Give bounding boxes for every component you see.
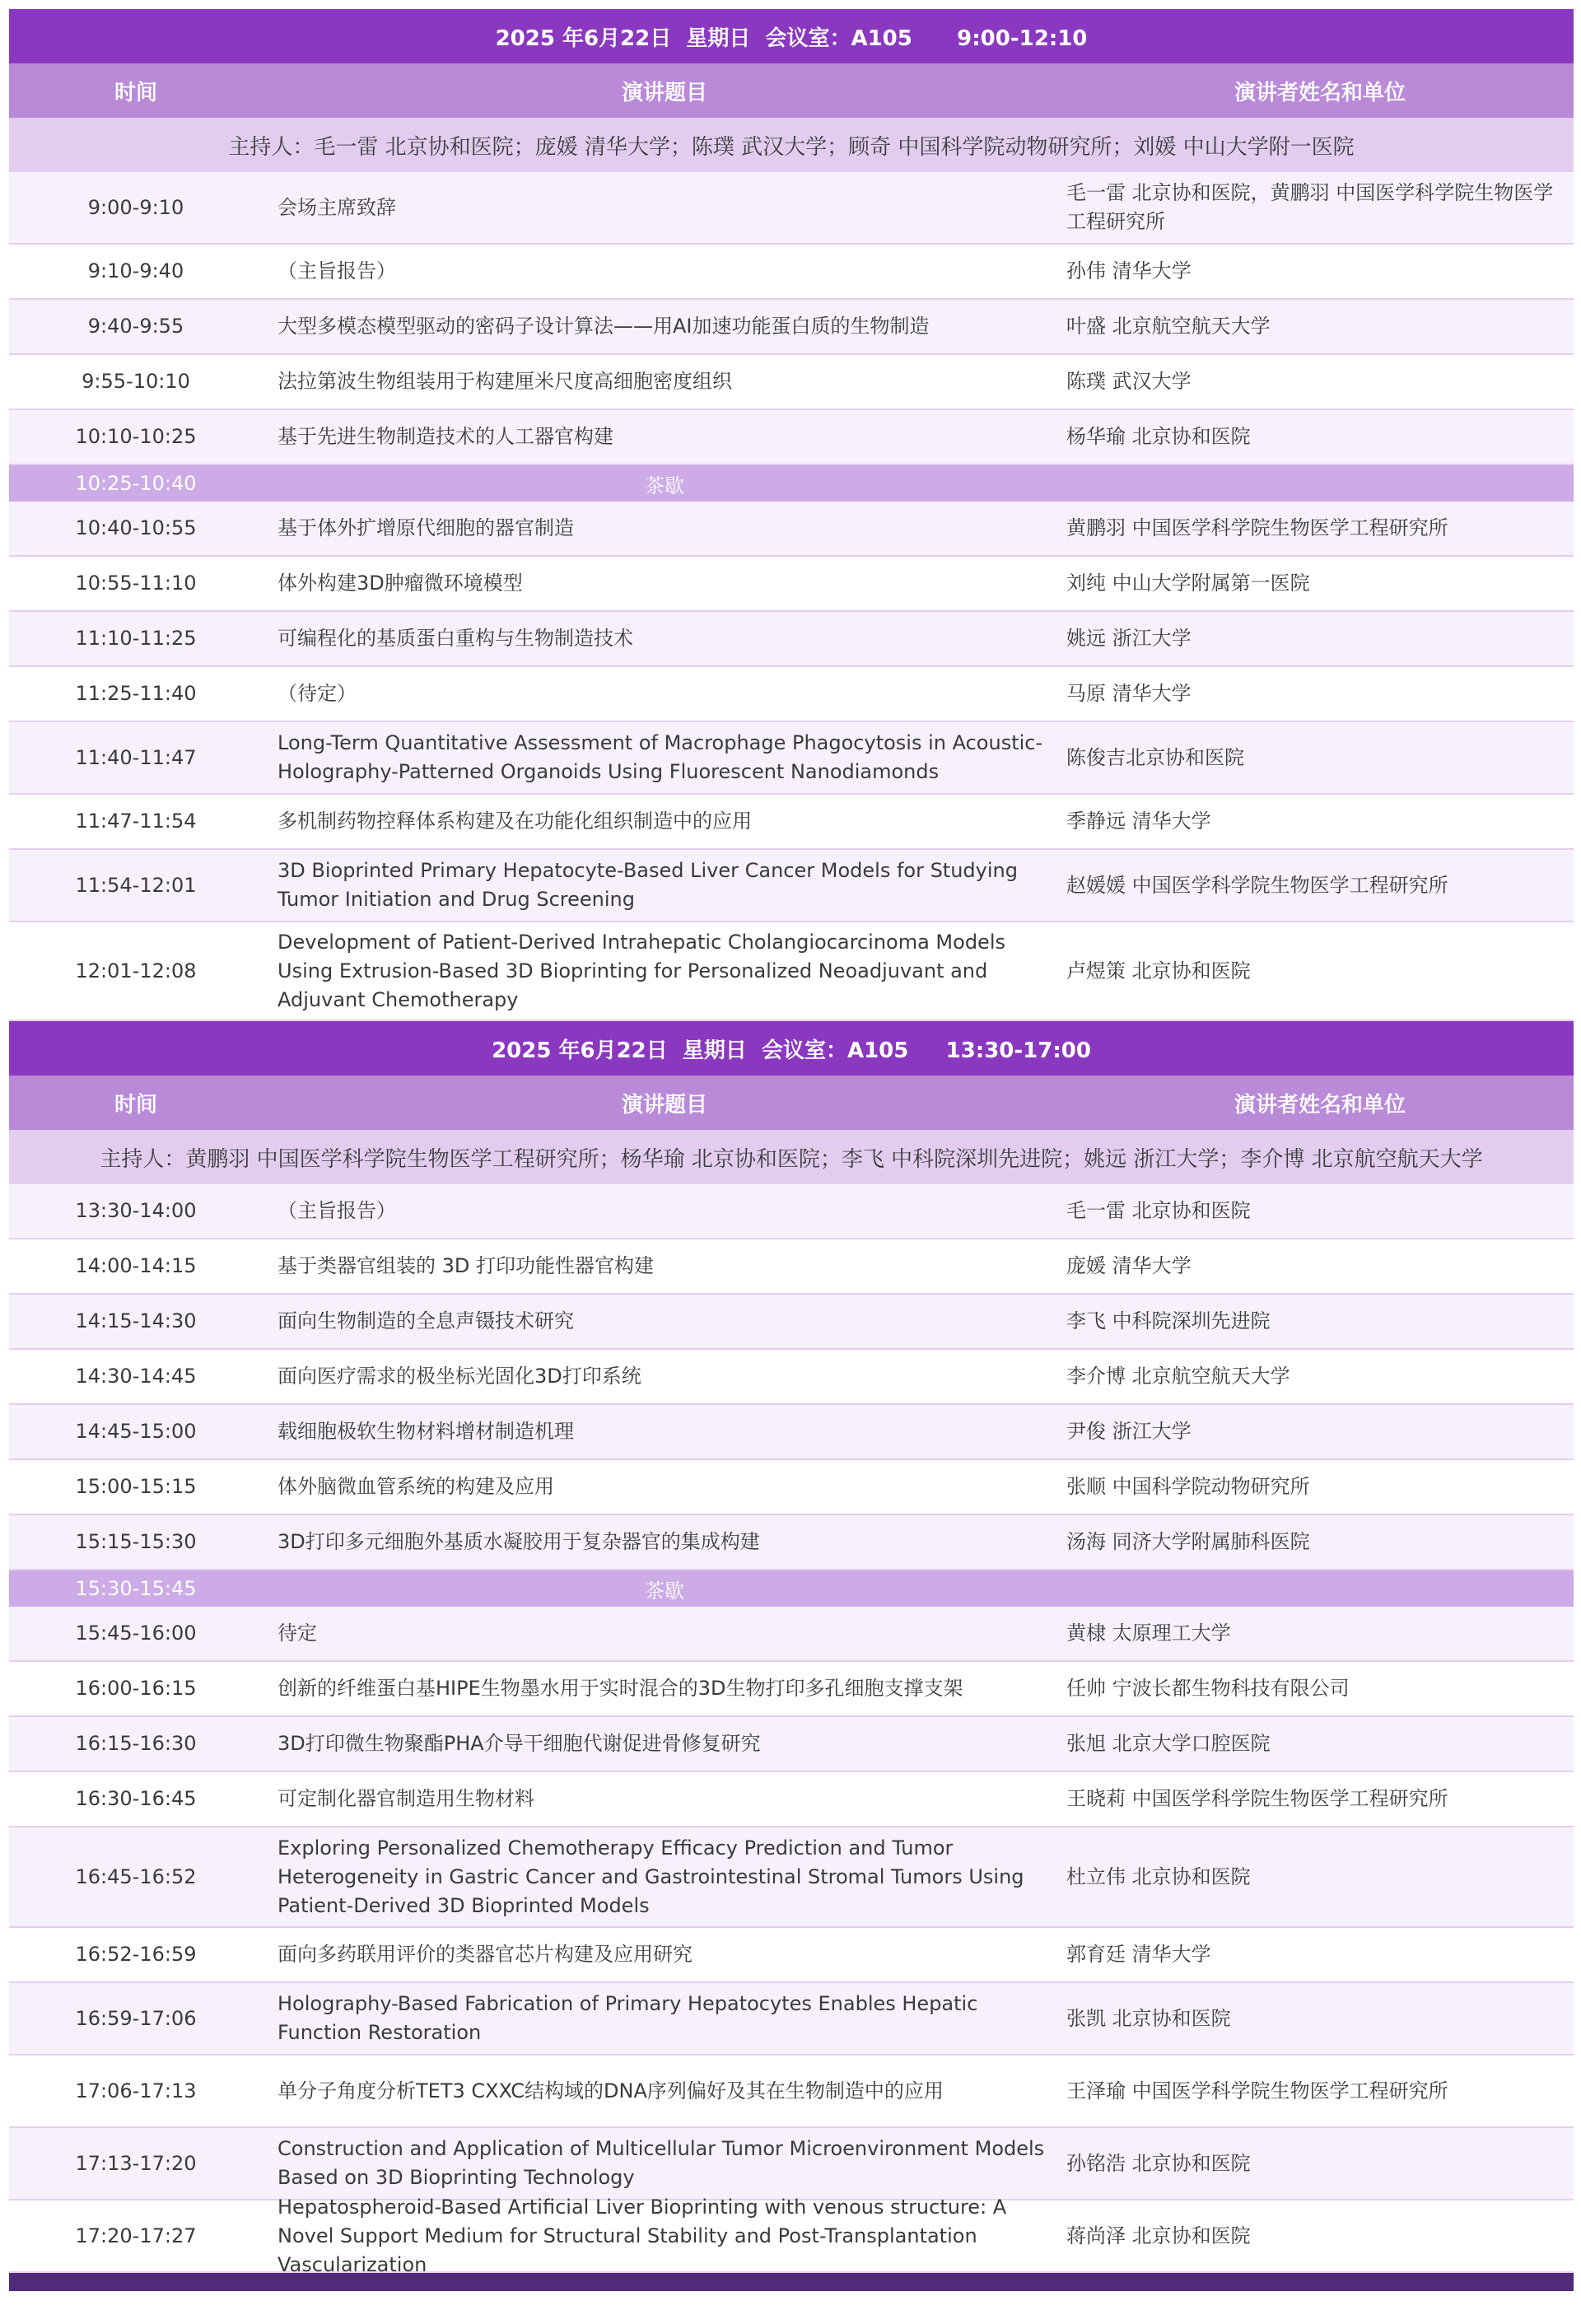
row-speaker: 陈璞 武汉大学	[1066, 370, 1192, 393]
row-topic: 单分子角度分析TET3 CXXC结构域的DNA序列偏好及其在生物制造中的应用	[277, 2079, 944, 2102]
table-row	[9, 1460, 1574, 1515]
row-time: 11:40-11:47	[75, 745, 197, 769]
row-speaker: 张旭 北京大学口腔医院	[1066, 1732, 1271, 1755]
table-row	[9, 850, 1574, 922]
row-topic: 创新的纤维蛋白基HIPE生物墨水用于实时混合的3D生物打印多孔细胞支撑支架	[277, 1677, 963, 1700]
break-time: 15:30-15:45	[75, 1577, 197, 1600]
table-row	[9, 2056, 1574, 2128]
header-speaker: 演讲者姓名和单位	[1234, 1092, 1406, 1118]
row-time: 14:45-15:00	[75, 1420, 197, 1443]
row-topic: 3D打印微生物聚酯PHA介导干细胞代谢促进骨修复研究	[277, 1732, 761, 1755]
row-topic: 基于类器官组装的 3D 打印功能性器官构建	[277, 1254, 655, 1277]
table-row	[9, 1405, 1574, 1460]
row-time: 14:15-14:30	[75, 1309, 197, 1332]
row-time: 12:01-12:08	[75, 959, 197, 982]
row-speaker: 孙伟 清华大学	[1066, 259, 1192, 282]
session-1	[9, 9, 1574, 1021]
table-row	[9, 1607, 1574, 1662]
row-time: 16:52-16:59	[75, 1943, 197, 1966]
row-topic: 体外脑微血管系统的构建及应用	[277, 1475, 554, 1498]
row-time: 10:55-11:10	[75, 572, 197, 595]
column-header-row	[9, 1076, 1574, 1130]
row-speaker: 毛一雷 北京协和医院	[1066, 1199, 1251, 1222]
row-topic: 会场主席致辞	[277, 195, 396, 219]
table-row	[9, 1928, 1574, 1983]
row-speaker: 赵媛媛 中国医学科学院生物医学工程研究所	[1066, 873, 1448, 897]
row-topic: 基于体外扩增原代细胞的器官制造	[277, 516, 574, 539]
row-topic: Construction and Application of Multicellular Tumor Microenvironment Models Based on 3D Bioprinting Technology	[277, 2137, 1045, 2189]
host-line: 主持人：黄鹏羽 中国医学科学院生物医学工程研究所；杨华瑜 北京协和医院；李飞 中科院深圳先进院；姚远 浙江大学；李介博 北京航空航天大学	[9, 1130, 1574, 1184]
row-time: 9:40-9:55	[87, 315, 184, 338]
row-time: 17:20-17:27	[75, 2224, 197, 2247]
host-line: 主持人：毛一雷 北京协和医院；庞媛 清华大学；陈璞 武汉大学；顾奇 中国科学院动物研究所；刘媛 中山大学附一医院	[9, 118, 1574, 172]
tea-break-row	[9, 465, 1574, 502]
row-topic: Hepatospheroid-Based Artificial Liver Bioprinting with venous structure: A Novel Support Medium for Structural Stability and Post-Transplantation Vascularization	[277, 2195, 1007, 2276]
row-time: 15:15-15:30	[75, 1530, 197, 1553]
session-title: 2025 年6月22日 星期日 会议室：A105 9:00-12:10	[9, 9, 1574, 63]
row-topic: 可编程化的基质蛋白重构与生物制造技术	[277, 627, 633, 650]
row-topic: Holography-Based Fabrication of Primary Hepatocytes Enables Hepatic Function Restoration	[277, 1992, 978, 2044]
header-topic: 演讲题目	[621, 80, 707, 105]
table-row	[9, 2128, 1574, 2200]
row-time: 14:00-14:15	[75, 1254, 197, 1277]
table-row	[9, 1717, 1574, 1772]
table-row	[9, 1184, 1574, 1239]
table-row	[9, 1295, 1574, 1350]
row-time: 17:06-17:13	[75, 2079, 197, 2102]
row-speaker: 杜立伟 北京协和医院	[1066, 1864, 1251, 1888]
row-topic: 基于先进生物制造技术的人工器官构建	[277, 425, 613, 448]
row-time: 11:54-12:01	[75, 873, 197, 897]
row-time: 16:30-16:45	[75, 1787, 197, 1810]
header-speaker: 演讲者姓名和单位	[1234, 80, 1406, 105]
row-speaker: 郭育廷 清华大学	[1066, 1943, 1211, 1966]
row-topic: （待定）	[277, 682, 357, 705]
table-row	[9, 245, 1574, 300]
row-time: 13:30-14:00	[75, 1199, 197, 1222]
row-topic: Long-Term Quantitative Assessment of Macrophage Phagocytosis in Acoustic-Holography-Patterned Organoids Using Fluorescent Nanodiamonds	[277, 731, 1043, 783]
row-speaker: 陈俊吉北京协和医院	[1066, 745, 1244, 769]
row-speaker: 季静远 清华大学	[1066, 810, 1211, 833]
row-time: 16:45-16:52	[75, 1864, 197, 1888]
row-time: 9:10-9:40	[87, 259, 184, 282]
row-speaker: 马原 清华大学	[1066, 682, 1192, 705]
row-speaker: 张凯 北京协和医院	[1066, 2006, 1231, 2030]
row-speaker: 叶盛 北京航空航天大学	[1066, 315, 1271, 338]
table-row	[9, 410, 1574, 465]
row-topic: （主旨报告）	[277, 1199, 396, 1222]
column-header-row	[9, 63, 1574, 118]
table-row	[9, 557, 1574, 612]
row-time: 15:00-15:15	[75, 1475, 197, 1498]
table-row	[9, 355, 1574, 410]
row-time: 11:25-11:40	[75, 682, 197, 705]
row-time: 10:40-10:55	[75, 516, 197, 539]
row-speaker: 庞媛 清华大学	[1066, 1254, 1192, 1277]
row-speaker: 李飞 中科院深圳先进院	[1066, 1309, 1271, 1332]
row-time: 9:55-10:10	[82, 370, 190, 393]
table-row	[9, 795, 1574, 850]
row-topic: 面向医疗需求的极坐标光固化3D打印系统	[277, 1365, 641, 1388]
row-speaker: 李介博 北京航空航天大学	[1066, 1365, 1290, 1388]
row-topic: 面向生物制造的全息声镊技术研究	[277, 1309, 574, 1332]
table-row	[9, 1515, 1574, 1570]
table-row	[9, 722, 1574, 795]
row-speaker: 卢煜策 北京协和医院	[1066, 959, 1251, 982]
row-topic: 载细胞极软生物材料增材制造机理	[277, 1420, 574, 1443]
row-speaker: 毛一雷 北京协和医院，黄鹏羽 中国医学科学院生物医学工程研究所	[1066, 181, 1554, 233]
table-row	[9, 2195, 1574, 2276]
table-row	[9, 922, 1574, 1021]
break-label: 茶歇	[645, 474, 684, 497]
row-topic: 3D打印多元细胞外基质水凝胶用于复杂器官的集成构建	[277, 1530, 760, 1553]
row-topic: 大型多模态模型驱动的密码子设计算法——用AI加速功能蛋白质的生物制造	[277, 315, 930, 338]
row-speaker: 尹俊 浙江大学	[1066, 1420, 1192, 1443]
table-row	[9, 667, 1574, 722]
row-time: 9:00-9:10	[87, 195, 184, 219]
row-topic: 面向多药联用评价的类器官芯片构建及应用研究	[277, 1943, 693, 1966]
row-time: 17:13-17:20	[75, 2151, 197, 2175]
header-time: 时间	[114, 80, 157, 105]
schedule-document	[9, 9, 1574, 2291]
row-speaker: 蒋尚泽 北京协和医院	[1066, 2224, 1251, 2247]
header-time: 时间	[114, 1092, 157, 1118]
table-row	[9, 172, 1574, 245]
row-time: 10:10-10:25	[75, 425, 197, 448]
row-time: 16:15-16:30	[75, 1732, 197, 1755]
header-topic: 演讲题目	[621, 1092, 707, 1118]
row-speaker: 姚远 浙江大学	[1066, 627, 1192, 650]
table-row	[9, 502, 1574, 557]
row-topic: Development of Patient-Derived Intrahepatic Cholangiocarcinoma Models Using Extrusion-Based 3D Bioprinting for Personalized Neoadjuvant and Adjuvant Chemotherapy	[277, 930, 1005, 1011]
table-row	[9, 1827, 1574, 1928]
table-row	[9, 1983, 1574, 2056]
row-speaker: 杨华瑜 北京协和医院	[1066, 425, 1251, 448]
row-topic: 可定制化器官制造用生物材料	[277, 1787, 534, 1810]
row-speaker: 刘纯 中山大学附属第一医院	[1066, 572, 1310, 595]
session-title: 2025 年6月22日 星期日 会议室：A105 13:30-17:00	[9, 1021, 1574, 1076]
row-topic: 体外构建3D肿瘤微环境模型	[277, 572, 523, 595]
table-row	[9, 300, 1574, 355]
break-label: 茶歇	[645, 1579, 684, 1603]
row-time: 16:59-17:06	[75, 2006, 197, 2030]
row-topic: 多机制药物控释体系构建及在功能化组织制造中的应用	[277, 810, 752, 833]
row-topic: 3D Bioprinted Primary Hepatocyte-Based Liver Cancer Models for Studying Tumor Initiation and Drug Screening	[277, 859, 1018, 911]
row-speaker: 王晓莉 中国医学科学院生物医学工程研究所	[1066, 1787, 1448, 1810]
row-topic: 待定	[277, 1622, 317, 1645]
row-time: 11:47-11:54	[75, 810, 197, 833]
table-row	[9, 612, 1574, 667]
row-topic: 法拉第波生物组装用于构建厘米尺度高细胞密度组织	[277, 370, 732, 393]
row-topic: （主旨报告）	[277, 259, 396, 282]
table-row	[9, 1350, 1574, 1405]
row-speaker: 汤海 同济大学附属肺科医院	[1066, 1530, 1310, 1553]
row-speaker: 任帅 宁波长都生物科技有限公司	[1066, 1677, 1350, 1700]
table-row	[9, 1239, 1574, 1295]
row-speaker: 王泽瑜 中国医学科学院生物医学工程研究所	[1066, 2079, 1448, 2102]
row-time: 15:45-16:00	[75, 1622, 197, 1645]
table-row	[9, 1772, 1574, 1827]
row-speaker: 黄鹏羽 中国医学科学院生物医学工程研究所	[1066, 516, 1448, 539]
row-time: 16:00-16:15	[75, 1677, 197, 1700]
row-speaker: 张顺 中国科学院动物研究所	[1066, 1475, 1310, 1498]
row-speaker: 孙铭浩 北京协和医院	[1066, 2151, 1251, 2175]
row-time: 14:30-14:45	[75, 1365, 197, 1388]
row-topic: Exploring Personalized Chemotherapy Efficacy Prediction and Tumor Heterogeneity in Gastric Cancer and Gastrointestinal Stromal Tumors Using Patient-Derived 3D Bioprinted Models	[277, 1836, 1024, 1917]
row-speaker: 黄棣 太原理工大学	[1066, 1622, 1231, 1645]
table-row	[9, 1662, 1574, 1717]
session-2	[9, 1021, 1574, 2276]
tea-break-row	[9, 1570, 1574, 1607]
break-time: 10:25-10:40	[75, 472, 197, 495]
row-time: 11:10-11:25	[75, 627, 197, 650]
